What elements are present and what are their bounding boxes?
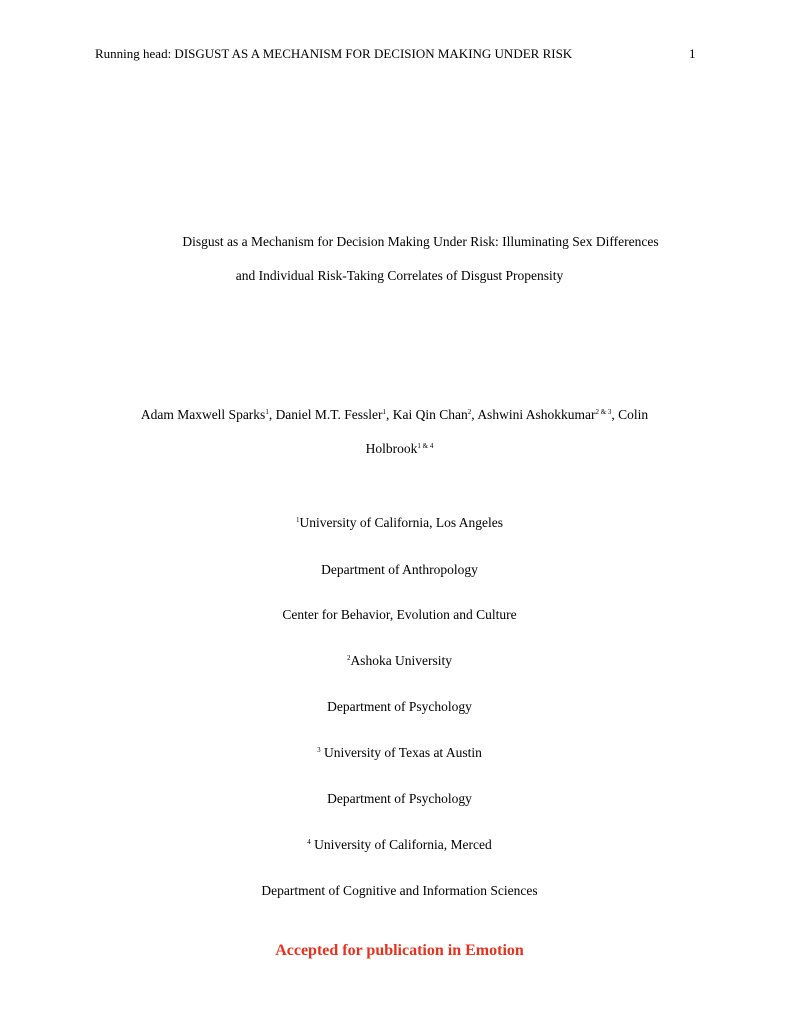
author-list-line-1 [0,407,790,423]
affiliation-line [4,699,791,715]
affiliation-mark: 2 [346,654,351,662]
affiliation-line [4,515,791,531]
affiliation-mark: 1 [295,516,300,524]
title-line-2: and Individual Risk-Taking Correlates of Disgust Propensity [235,268,564,283]
affiliation-text: Center for Behavior, Evolution and Culture [282,607,517,622]
page-number: 1 [689,46,696,61]
affiliation-line [4,837,791,853]
affiliation-text: University of Texas at Austin [320,745,482,760]
affiliation-text: University of California, Los Angeles [299,515,504,530]
author-affiliation-mark: 2 [467,408,472,416]
author-affiliation-mark: 1 [265,408,269,416]
affiliation-text: Department of Anthropology [321,562,478,577]
author-name: Colin [618,407,649,422]
author-list-line-2 [4,441,791,457]
affiliation-line [4,791,791,807]
affiliation-text: Ashoka University [350,653,453,668]
author-name: Adam Maxwell Sparks [140,407,266,422]
title-line-1: Disgust as a Mechanism for Decision Making Under Risk: Illuminating Sex Differences [182,234,659,249]
affiliation-mark: 3 [317,746,321,754]
author-name: Kai Qin Chan [392,407,468,422]
affiliation-line [4,607,791,623]
affiliation-text: University of California, Merced [310,837,492,852]
affiliation-line [4,883,791,899]
affiliation-line [4,745,791,761]
affiliation-text: Department of Psychology [327,791,472,806]
author-affiliation-mark: 1 & 4 [417,442,434,450]
author-name: Ashwini Ashokkumar [477,407,596,422]
affiliation-text: Department of Psychology [327,699,472,714]
author-affiliation-mark: 1 [382,408,387,416]
affiliation-line [4,562,791,578]
author-name: Daniel M.T. Fessler [275,407,383,422]
author-separator: , [386,407,393,422]
affiliation-text: Department of Cognitive and Information Sciences [261,883,538,898]
author-name: Holbrook [365,441,418,456]
author-separator: , [611,407,619,422]
running-head: Running head: DISGUST AS A MECHANISM FOR DECISION MAKING UNDER RISK [95,46,573,61]
author-affiliation-mark: 2 & 3 [595,408,612,416]
affiliation-mark: 4 [307,838,311,846]
author-separator: , [268,407,276,422]
publication-status: Accepted for publication in Emotion [275,942,524,959]
affiliation-line [4,653,791,669]
author-separator: , [471,407,478,422]
